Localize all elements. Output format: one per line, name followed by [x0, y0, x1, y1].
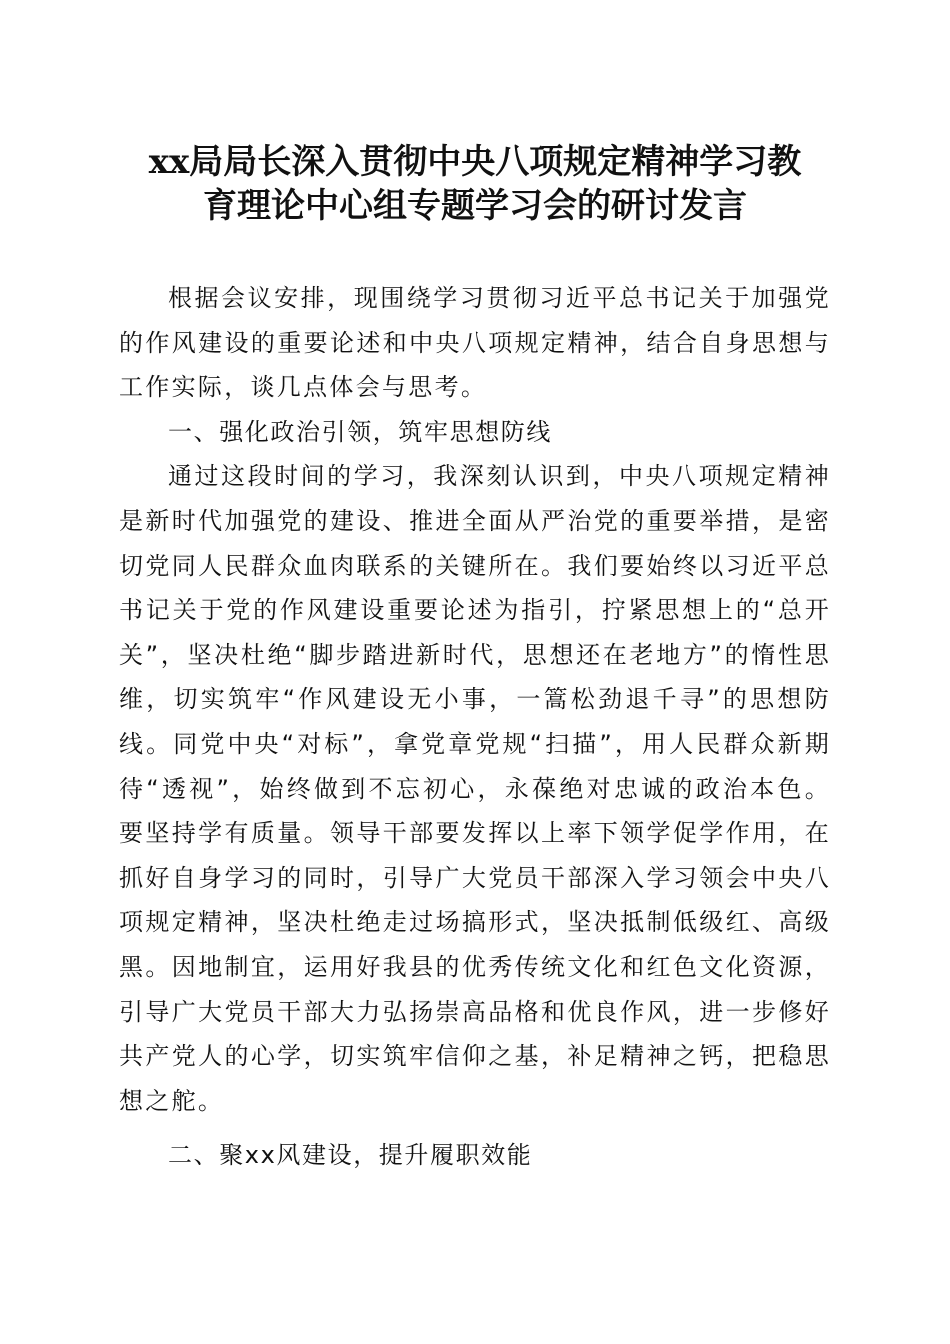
title-line-2: 育理论中心组专题学习会的研讨发言	[203, 186, 747, 226]
document-body	[119, 276, 831, 1178]
document-title	[100, 140, 850, 228]
intro-paragraph: 根据会议安排，现围绕学习贯彻习近平总书记关于加强党的作风建设的重要论述和中央八项规定精神，结合自身思想与工作实际，谈几点体会与思考。	[119, 284, 831, 402]
title-line-1: xx局局长深入贯彻中央八项规定精神学习教	[148, 142, 802, 182]
section-1-heading: 一、强化政治引领，筑牢思想防线	[168, 417, 552, 446]
section-1-paragraph: 通过这段时间的学习，我深刻认识到，中央八项规定精神是新时代加强党的建设、推进全面从严治党的重要举措，是密切党同人民群众血肉联系的关键所在。我们要始终以习近平总书记关于党的作风建设重要论述为指引，拧紧思想上的“总开关”，坚决杜绝“脚步踏进新时代，思想还在老地方”的惰性思维，切实筑牢“作风建设无小事，一篙松劲退千寻”的思想防线。同党中央“对标”，拿党章党规“扫描”，用人民群众新期待“透视”，始终做到不忘初心，永葆绝对忠诚的政治本色。要坚持学有质量。领导干部要发挥以上率下领学促学作用，在抓好自身学习的同时，引导广大党员干部深入学习领会中央八项规定精神，坚决杜绝走过场搞形式，坚决抵制低级红、高级黑。因地制宜，运用好我县的优秀传统文化和红色文化资源，引导广大党员干部大力弘扬崇高品格和优良作风，进一步修好共产党人的心学，切实筑牢信仰之基，补足精神之钙，把稳思想之舵。	[119, 462, 831, 1115]
section-2-heading: 二、聚xx风建设，提升履职效能	[168, 1141, 533, 1170]
